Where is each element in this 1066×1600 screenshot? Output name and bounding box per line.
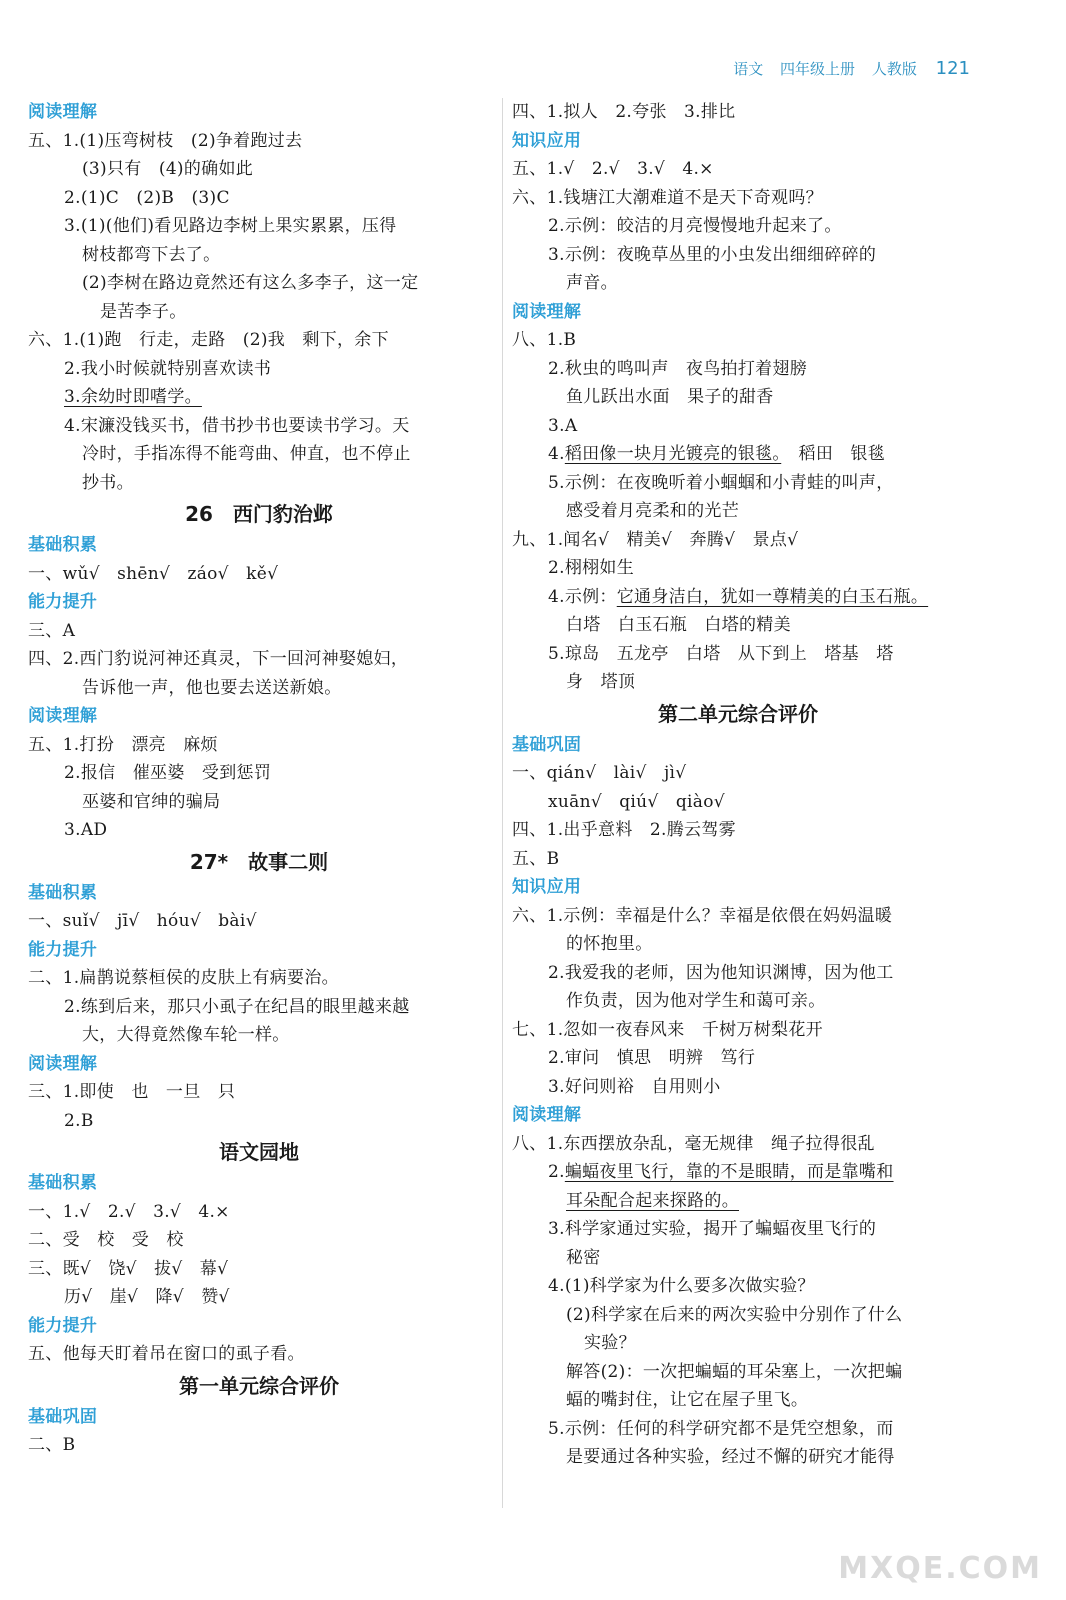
answer-line: 三、1.即使 也 一旦 只	[28, 1082, 236, 1102]
answer-line: 二、B	[28, 1435, 76, 1455]
answer-line: 2.我小时候就特别喜欢读书	[64, 358, 272, 379]
page-header	[721, 58, 970, 79]
underlined-answer: 蝙蝠夜里飞行，靠的不是眼睛，而是靠嘴和	[564, 1162, 894, 1182]
answer-line: 三、A	[28, 620, 76, 641]
answer-line: 4.(1)科学家为什么要多次做实验？	[548, 1276, 815, 1296]
answer-line: 声音。	[566, 273, 618, 293]
answer-line: 3.科学家通过实验，揭开了蝙蝠夜里飞行的	[548, 1219, 877, 1239]
answer-line	[512, 1187, 964, 1216]
answer-line: 3.AD	[64, 820, 108, 840]
answer-line: 实验？	[584, 1333, 636, 1353]
column-divider	[502, 98, 503, 1508]
answer-line: 5.琼岛 五龙亭 白塔 从下到上 塔基 塔	[548, 643, 894, 664]
answer-line: 三、既√ 饶√ 拔√ 幕√	[28, 1258, 229, 1279]
answer-line: 2.B	[64, 1110, 94, 1131]
answer-line: 四、2.西门豹说河神还真灵，下一回河神娶媳妇，	[28, 649, 409, 669]
answer-line: 大，大得竟然像车轮一样。	[82, 1025, 290, 1045]
section-heading: 基础积累	[28, 882, 98, 903]
answer-line: 二、受 校 受 校	[28, 1230, 184, 1250]
answer-line	[512, 583, 964, 612]
answer-line: 六、1.(1)跑 行走，走路 (2)我 剩下，余下	[28, 330, 389, 350]
answer-line: 九、1.闻名√ 精美√ 奔腾√ 景点√	[512, 529, 799, 550]
underlined-answer: 稻田像一块月光镀亮的银毯。	[564, 444, 782, 464]
answer-line: 六、1.钱塘江大潮难道不是天下奇观吗？	[512, 187, 823, 208]
answer-line: 冷时，手指冻得不能弯曲、伸直，也不停止	[82, 444, 411, 464]
section-heading: 基础巩固	[512, 734, 582, 755]
section-heading: 能力提升	[28, 1315, 98, 1336]
answer-line: 蝠的嘴封住，让它在屋子里飞。	[566, 1390, 809, 1410]
answer-line: 树枝都弯下去了。	[82, 244, 221, 265]
answer-line: 秘密	[566, 1247, 601, 1268]
answer-line: 一、qián√ lài√ jì√	[512, 763, 687, 783]
answer-text-after: 稻田 银毯	[781, 444, 886, 464]
section-heading: 能力提升	[28, 939, 98, 960]
answer-line: 历√ 崖√ 降√ 赞√	[64, 1287, 230, 1307]
lesson-title: 第一单元综合评价	[179, 1373, 339, 1398]
lesson-title: 27* 故事二则	[189, 849, 329, 874]
left-column	[28, 98, 490, 1460]
answer-line: 2.示例：皎洁的月亮慢慢地升起来了。	[548, 216, 842, 236]
answer-line: 白塔 白玉石瓶 白塔的精美	[566, 615, 791, 635]
answer-line: 3.好问则裕 自用则小	[548, 1076, 721, 1097]
section-heading: 能力提升	[28, 592, 98, 612]
answer-text: 2.	[548, 1162, 565, 1182]
section-heading: 阅读理解	[512, 301, 582, 322]
answer-line: 3.余幼时即嗜学。	[64, 387, 202, 407]
answer-line: 八、1.B	[512, 330, 577, 350]
answer-line: xuān√ qiú√ qiào√	[548, 791, 725, 812]
answer-line: 一、wǔ√ shēn√ záo√ kě√	[28, 563, 279, 584]
section-heading: 基础巩固	[28, 1406, 98, 1427]
answer-line: 七、1.忽如一夜春风来 千树万树梨花开	[512, 1019, 823, 1040]
answer-line: 2.栩栩如生	[548, 558, 635, 578]
answer-line: (2)科学家在后来的两次实验中分别作了什么	[566, 1304, 903, 1325]
answer-line: 2.我爱我的老师，因为他知识渊博，因为他工	[548, 962, 894, 983]
answer-line: 鱼儿跃出水面 果子的甜香	[566, 387, 774, 407]
answer-line: 六、1.示例：幸福是什么？幸福是依偎在妈妈温暖	[512, 905, 893, 926]
answer-line: (3)只有 (4)的确如此	[82, 159, 254, 179]
watermark: MXQE.COM	[838, 1551, 1042, 1586]
right-column	[512, 98, 964, 1472]
answer-line: 五、1.(1)压弯树枝 (2)争着跑过去	[28, 130, 303, 151]
underlined-answer: 它通身洁白，犹如一尊精美的白玉石瓶。	[616, 586, 929, 607]
lesson-title: 语文园地	[219, 1140, 299, 1164]
section-heading: 阅读理解	[28, 1053, 98, 1074]
answer-line: 作负责，因为他对学生和蔼可亲。	[566, 991, 826, 1011]
section-heading: 知识应用	[512, 130, 582, 151]
section-heading: 基础积累	[28, 1173, 98, 1193]
answer-line: 一、suǐ√ jī√ hóu√ bài√	[28, 911, 257, 931]
answer-line	[512, 1158, 964, 1187]
answer-line: 五、他每天盯着吊在窗口的虱子看。	[28, 1344, 305, 1364]
section-heading: 阅读理解	[28, 706, 98, 726]
section-heading: 基础积累	[28, 535, 98, 555]
answer-line: 告诉他一声，他也要去送送新娘。	[82, 677, 342, 698]
underlined-answer: 耳朵配合起来探路的。	[566, 1190, 739, 1211]
answer-line: 抄书。	[82, 472, 134, 493]
header-subject: 语文	[733, 60, 764, 78]
answer-line: 4.宋濂没钱买书，借书抄书也要读书学习。天	[64, 415, 410, 436]
answer-line: 2.报信 催巫婆 受到惩罚	[64, 763, 272, 783]
answer-line	[512, 440, 964, 469]
answer-line: 2.审问 慎思 明辨 笃行	[548, 1048, 756, 1068]
section-heading: 阅读理解	[28, 102, 98, 122]
answer-line: 3.(1)(他们)看见路边李树上果实累累，压得	[64, 216, 397, 236]
answer-line: 四、1.拟人 2.夸张 3.排比	[512, 102, 736, 122]
answer-line: 巫婆和官绅的骗局	[82, 791, 221, 812]
answer-line: 2.(1)C (2)B (3)C	[64, 187, 230, 208]
answer-line: 身 塔顶	[566, 672, 636, 692]
answer-line: 解答(2)：一次把蝙蝠的耳朵塞上，一次把蝙	[566, 1361, 903, 1382]
header-edition: 人教版	[871, 60, 917, 78]
answer-line: 一、1.√ 2.√ 3.√ 4.×	[28, 1201, 230, 1222]
lesson-title: 第二单元综合评价	[658, 701, 818, 726]
header-grade: 四年级上册	[780, 60, 856, 78]
answer-line: 2.练到后来，那只小虱子在纪昌的眼里越来越	[64, 996, 410, 1017]
answer-line: 感受着月亮柔和的光芒	[566, 501, 739, 521]
answer-line: 五、B	[512, 848, 560, 869]
answer-line: 是要通过各种实验，经过不懈的研究才能得	[566, 1447, 895, 1467]
lesson-title: 26 西门豹治邺	[185, 502, 333, 526]
answer-line: 3.示例：夜晚草丛里的小虫发出细细碎碎的	[548, 244, 877, 265]
answer-line: 二、1.扁鹊说蔡桓侯的皮肤上有病要治。	[28, 968, 339, 988]
answer-line: 3.A	[548, 415, 578, 436]
answer-line: 五、1.打扮 漂亮 麻烦	[28, 734, 218, 755]
answer-line: 5.示例：在夜晚听着小蝈蝈和小青蛙的叫声，	[548, 472, 894, 493]
answer-line: 五、1.√ 2.√ 3.√ 4.×	[512, 159, 714, 179]
section-heading: 知识应用	[512, 877, 582, 897]
page-number: 121	[935, 58, 970, 79]
section-heading: 阅读理解	[512, 1105, 582, 1125]
answer-line: 的怀抱里。	[566, 934, 653, 954]
answer-line: 四、1.出乎意料 2.腾云驾雾	[512, 820, 736, 840]
answer-line: 2.秋虫的鸣叫声 夜鸟拍打着翅膀	[548, 358, 808, 379]
answer-text: 4.	[548, 444, 565, 464]
answer-line: 5.示例：任何的科学研究都不是凭空想象，而	[548, 1418, 894, 1439]
answer-line: 是苦李子。	[100, 301, 187, 322]
answer-text: 4.示例：	[548, 586, 617, 607]
answer-line: 八、1.东西摆放杂乱，毫无规律 绳子拉得很乱	[512, 1133, 875, 1154]
answer-line: (2)李树在路边竟然还有这么多李子，这一定	[82, 273, 419, 293]
